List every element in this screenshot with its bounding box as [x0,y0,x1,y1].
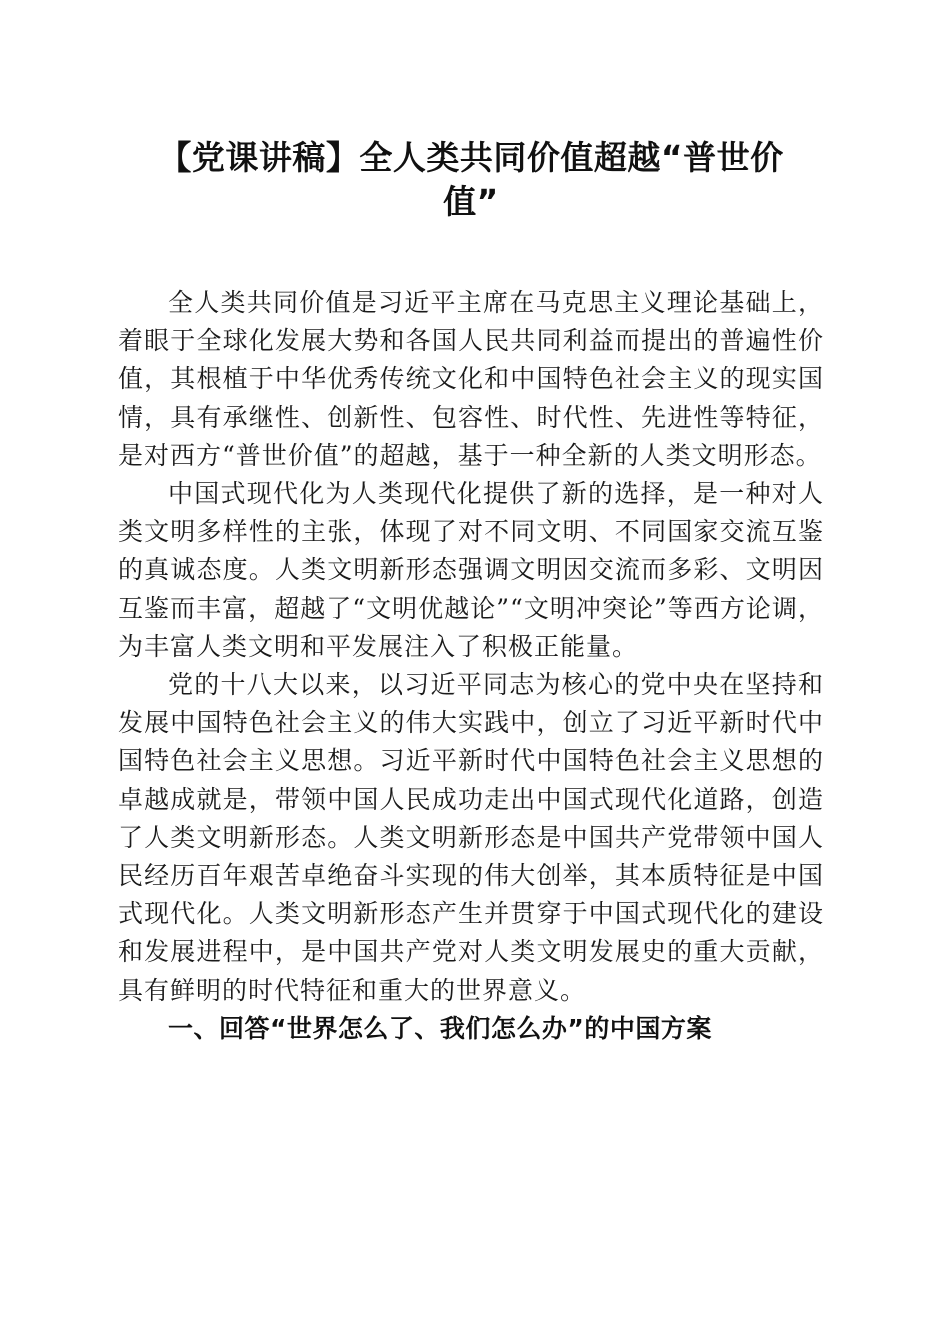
title-block [131,136,811,224]
document-page [118,136,824,1048]
document-body [118,284,824,1048]
section-heading-1: 一、回答“世界怎么了、我们怎么办”的中国方案 [168,1013,712,1043]
paragraph-1: 全人类共同价值是习近平主席在马克思主义理论基础上，着眼于全球化发展大势和各国人民共同利益而提出的普遍性价值，其根植于中华优秀传统文化和中国特色社会主义的现实国情，具有承继性、创新性、包容性、时代性、先进性等特征，是对西方“普世价值”的超越，基于一种全新的人类文明形态。 [118,288,824,470]
paragraph-3: 党的十八大以来，以习近平同志为核心的党中央在坚持和发展中国特色社会主义的伟大实践中，创立了习近平新时代中国特色社会主义思想。习近平新时代中国特色社会主义思想的卓越成就是，带领中国人民成功走出中国式现代化道路，创造了人类文明新形态。人类文明新形态是中国共产党带领中国人民经历百年艰苦卓绝奋斗实现的伟大创举，其本质特征是中国式现代化。人类文明新形态产生并贯穿于中国式现代化的建设和发展进程中，是中国共产党对人类文明发展史的重大贡献，具有鲜明的时代特征和重大的世界意义。 [118,670,824,1005]
paragraph-2: 中国式现代化为人类现代化提供了新的选择，是一种对人类文明多样性的主张，体现了对不同文明、不同国家交流互鉴的真诚态度。人类文明新形态强调文明因交流而多彩、文明因互鉴而丰富，超越了“文明优越论”“文明冲突论”等西方论调，为丰富人类文明和平发展注入了积极正能量。 [118,479,824,661]
document-title: 【党课讲稿】全人类共同价值超越“普世价值” [158,138,784,221]
